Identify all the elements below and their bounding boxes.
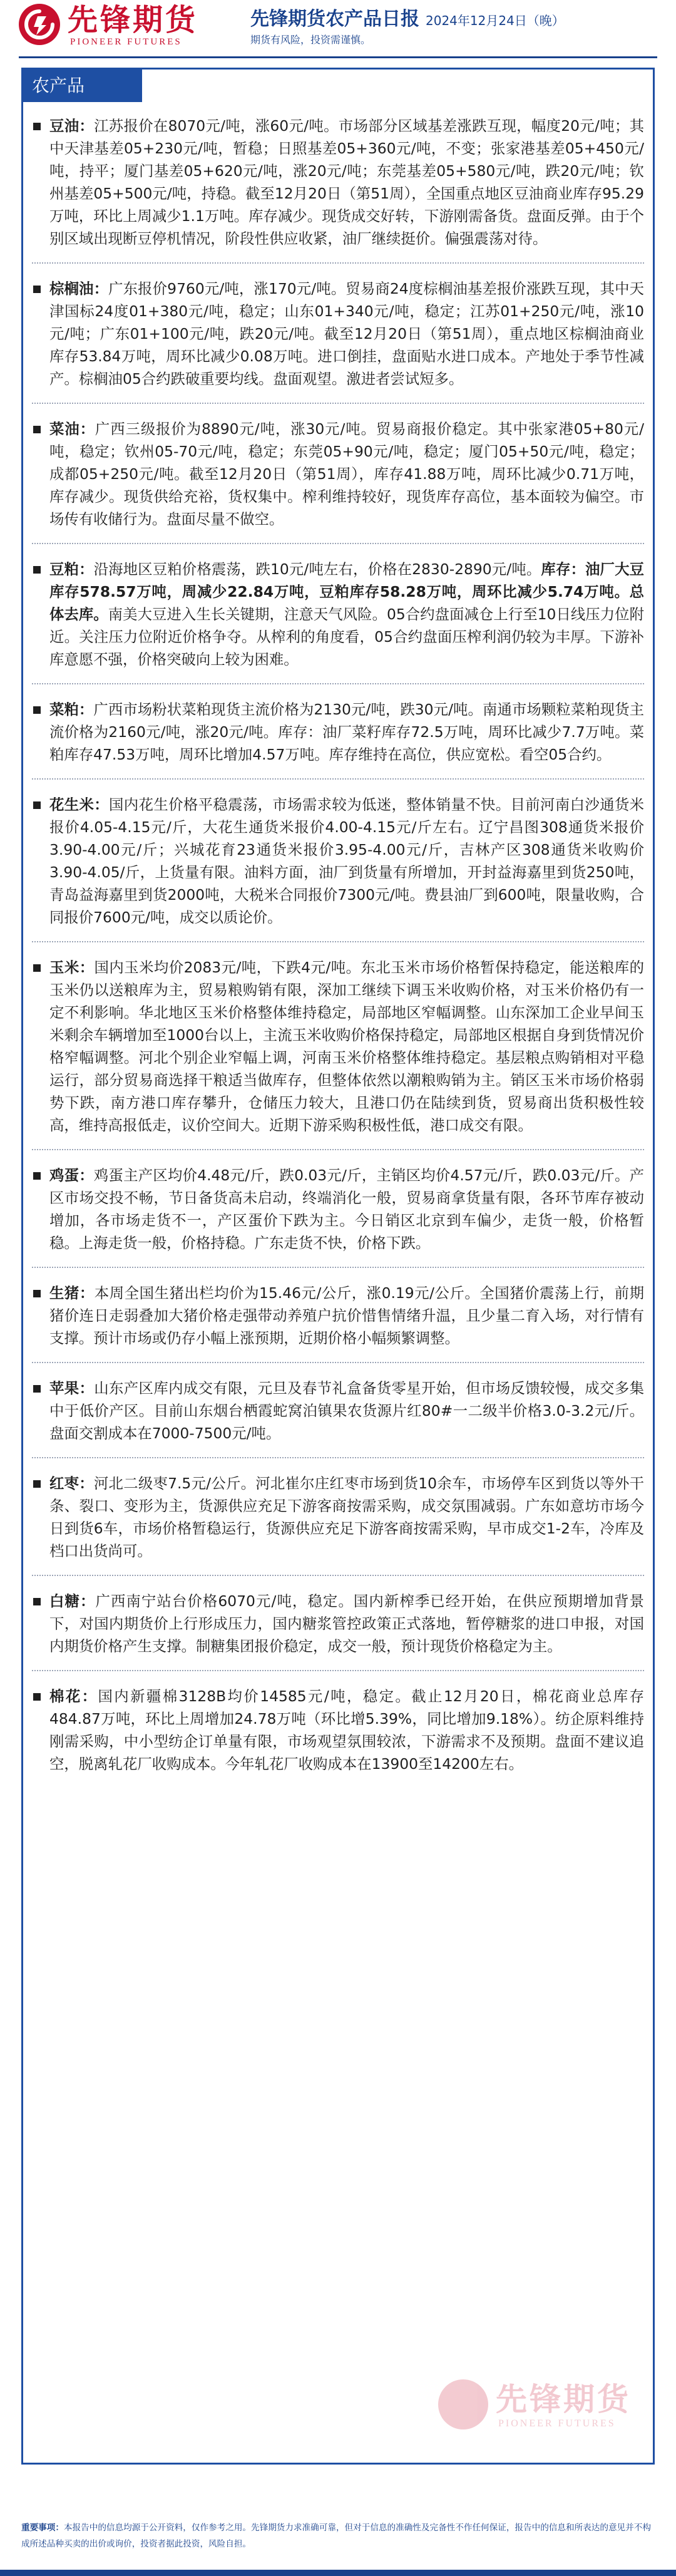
dotted-divider bbox=[32, 778, 644, 780]
commodity-text: 南美大豆进入生长关键期，注意天气风险。05合约盘面减仓上行至10日线压力位附近。关注压力位附近价格争夺。从榨利的角度看，05合约盘面压榨利润仍较为丰厚。下游补库意愿不强，价格突破向上较为困难。 bbox=[49, 605, 644, 668]
bullet-icon bbox=[33, 286, 41, 293]
commodity-name: 生猪： bbox=[49, 1284, 95, 1302]
report-date: 2024年12月24日（晚） bbox=[426, 13, 565, 28]
dotted-divider bbox=[32, 262, 644, 264]
dotted-divider bbox=[32, 941, 644, 942]
commodity-text-highlight: 库存：油厂大豆库存578.57万吨，周减少22.84万吨，豆粕库存58.28万吨，周环比减少5.74万吨。总体去库。 bbox=[49, 560, 645, 623]
commodity-item-cotton bbox=[32, 1685, 644, 1775]
disclaimer bbox=[21, 2520, 655, 2552]
commodity-name: 白糖： bbox=[49, 1592, 96, 1610]
disclaimer-text: 本报告中的信息均源于公开资料，仅作参考之用。先锋期货力求准确可靠，但对于信息的准确性及完备性不作任何保证，报告中的信息和所表达的意见并不构成所述品种买卖的出价或询价，投资者据此投资，风险自担。 bbox=[21, 2523, 651, 2549]
brand-name-cn: 先锋期货 bbox=[68, 3, 198, 38]
commodity-item-live-hog bbox=[32, 1282, 644, 1349]
commodity-text: 国内新疆棉3128B均价14585元/吨，稳定。截止12月20日，棉花商业总库存484.87万吨，环比上周增加24.78万吨（环比增5.39%，同比增加9.18%）。纺企原料维持刚需采购，中小型纺企订单量有限，市场观望氛围较浓，下游需求不及预期。盘面不建议追空，脱离轧花厂收购成本。今年轧花厂收购成本在13900至14200左右。 bbox=[49, 1687, 645, 1773]
commodity-item-corn bbox=[32, 956, 644, 1136]
dotted-divider bbox=[32, 1362, 644, 1363]
commodity-item-apple bbox=[32, 1377, 644, 1445]
commodity-text: 鸡蛋主产区均价4.48元/斤，跌0.03元/斤，主销区均价4.57元/斤，跌0.03元/斤。产区市场交投不畅，节日备货高未启动，终端消化一般，贸易商拿货量有限，各环节库存被动增加，各市场走货不一，产区蛋价下跌为主。今日销区北京到车偏少，走货一般，价格暂稳。上海走货一般，价格持稳。广东走货不快，价格下跌。 bbox=[49, 1167, 645, 1252]
commodity-name: 棉花： bbox=[49, 1687, 98, 1705]
commodity-text: 山东产区库内成交有限，元旦及春节礼盒备货零星开始，但市场反馈较慢，成交多集中于低价产区。目前山东烟台栖霞蛇窝泊镇果农货源片红80#一二级半价格3.0-3.2元/斤。盘面交割成本在7000-7500元/吨。 bbox=[49, 1379, 645, 1442]
brand-name-en: PIONEER FUTURES bbox=[70, 37, 182, 47]
dotted-divider bbox=[32, 1575, 644, 1576]
bullet-icon bbox=[33, 566, 41, 574]
report-content-frame bbox=[21, 68, 655, 2465]
dotted-divider bbox=[32, 1149, 644, 1150]
report-header bbox=[0, 0, 676, 53]
bullet-icon bbox=[33, 123, 41, 130]
footer-bar bbox=[0, 2570, 676, 2576]
brand-watermark bbox=[438, 2379, 663, 2442]
dotted-divider bbox=[32, 403, 644, 404]
dotted-divider bbox=[32, 543, 644, 544]
commodity-name: 花生米： bbox=[49, 796, 110, 813]
bullet-icon bbox=[33, 426, 41, 433]
commodity-name: 棕榈油： bbox=[49, 280, 109, 297]
commodity-item-rapeseed-meal bbox=[32, 698, 644, 766]
commodity-item-sugar bbox=[32, 1590, 644, 1657]
bullet-icon bbox=[33, 801, 41, 809]
commodity-name: 豆粕： bbox=[49, 560, 94, 578]
bullet-icon bbox=[33, 1598, 41, 1605]
commodity-name: 红枣： bbox=[49, 1475, 94, 1492]
watermark-logo-icon bbox=[438, 2379, 488, 2429]
pioneer-logo-icon bbox=[19, 4, 60, 45]
commodity-name: 菜粕： bbox=[49, 701, 94, 718]
watermark-brand-en: PIONEER FUTURES bbox=[498, 2418, 616, 2429]
bullet-icon bbox=[33, 706, 41, 714]
commodity-name: 苹果： bbox=[49, 1379, 95, 1397]
dotted-divider bbox=[32, 1457, 644, 1458]
bullet-icon bbox=[33, 1693, 41, 1701]
commodity-item-soybean-meal bbox=[32, 558, 644, 671]
commodity-text: 沿海地区豆粕价格震荡，跌10元/吨左右，价格在2830-2890元/吨。 bbox=[93, 560, 541, 578]
commodity-list bbox=[32, 115, 644, 1775]
commodity-text: 河北二级枣7.5元/公斤。河北崔尔庄红枣市场到货10余车，市场停车区到货以等外干条、裂口、变形为主，货源供应充足下游客商按需采购，成交氛围减弱。广东如意坊市场今日到货6车，市场价格暂稳运行，货源供应充足下游客商按需采购，早市成交1-2车，冷库及档口出货尚可。 bbox=[49, 1475, 644, 1560]
bullet-icon bbox=[33, 1385, 41, 1393]
commodity-name: 菜油： bbox=[49, 420, 95, 438]
dotted-divider bbox=[32, 1267, 644, 1268]
report-title: 先锋期货农产品日报 bbox=[250, 8, 419, 30]
commodity-item-egg bbox=[32, 1164, 644, 1254]
commodity-text: 广西市场粉状菜粕现货主流价格为2130元/吨，跌30元/吨。南通市场颗粒菜粕现货主流价格为2160元/吨，涨20元/吨。库存：油厂菜籽库存72.5万吨，周环比减少7.7万吨。菜粕库存47.53万吨，周环比增加4.57万吨。库存维持在高位，供应宽松。看空05合约。 bbox=[49, 701, 644, 763]
bullet-icon bbox=[33, 1480, 41, 1488]
disclaimer-label: 重要事项： bbox=[21, 2523, 64, 2533]
commodity-text: 国内玉米均价2083元/吨，下跌4元/吨。东北玉米市场价格暂保持稳定，能送粮库的玉米仍以送粮库为主，贸易粮购销有限，深加工继续下调玉米收购价格，对玉米价格仍有一定不利影响。华北地区玉米价格整体维持稳定，局部地区窄幅调整。山东深加工企业早间玉米剩余车辆增加至1000台以上，主流玉米收购价格保持稳定，局部地区根据自身到货情况价格窄幅调整。河北个别企业窄幅上调，河南玉米价格整体维持稳定。基层粮点购销相对平稳运行，部分贸易商选择干粮适当做库存，但整体依然以潮粮购销为主。销区玉米市场价格弱势下跌，南方港口库存攀升，仓储压力较大，且港口仍在陆续到货，贸易商出货积极性较高，维持高报低走，议价空间大。近期下游采购积极性低，港口成交有限。 bbox=[49, 959, 645, 1134]
commodity-item-rapeseed-oil bbox=[32, 418, 644, 530]
section-title-tab: 农产品 bbox=[23, 70, 142, 102]
commodity-item-palm-oil bbox=[32, 277, 644, 390]
header-divider bbox=[19, 56, 657, 58]
commodity-text: 广东报价9760元/吨，涨170元/吨。贸易商24度棕榈油基差报价涨跌互现，其中天津国标24度01+380元/吨，稳定；山东01+340元/吨，稳定；江苏01+250元/吨，涨10元/吨；广东01+100元/吨，跌20元/吨。截至12月20日（第51周），重点地区棕榈油商业库存53.84万吨，周环比减少0.08万吨。进口倒挂，盘面贴水进口成本。产地处于季节性减产。棕榈油05合约跌破重要均线。盘面观望。激进者尝试短多。 bbox=[49, 280, 644, 388]
dotted-divider bbox=[32, 683, 644, 684]
report-slogan: 期货有风险，投资需谨慎。 bbox=[250, 34, 371, 46]
commodity-text: 江苏报价在8070元/吨，涨60元/吨。市场部分区域基差涨跌互现，幅度20元/吨；其中天津基差05+230元/吨，暂稳；日照基差05+360元/吨，不变；张家港基差05+450元/吨，持平；厦门基差05+620元/吨，涨20元/吨；东莞基差05+580元/吨，跌20元/吨；钦州基差05+500元/吨，持稳。截至12月20日（第51周），全国重点地区豆油商业库存95.29万吨，环比上周减少1.1万吨。库存减少。现货成交好转，下游刚需备货。盘面反弹。由于个别区域出现断豆停机情况，阶段性供应收紧，油厂继续挺价。偏强震荡对待。 bbox=[49, 117, 645, 247]
bullet-icon bbox=[33, 1290, 41, 1297]
commodity-text: 国内花生价格平稳震荡，市场需求较为低迷，整体销量不快。目前河南白沙通货米报价4.05-4.15元/斤，大花生通货米报价4.00-4.15元/斤左右。辽宁昌图308通货米报价3.90-4.00元/斤；兴城花育23通货米报价3.95-4.00元/斤，吉林产区308通货米收购价3.90-4.05/斤，上货量有限。油料方面，油厂到货量有所增加，开封益海嘉里到货250吨，青岛益海嘉里到货2000吨，大税米合同报价7300元/吨。费县油厂到600吨，限量收购，合同报价7600元/吨，成交以质论价。 bbox=[49, 796, 645, 926]
dotted-divider bbox=[32, 1670, 644, 1671]
commodity-text: 广西南宁站台价格6070元/吨，稳定。国内新榨季已经开始，在供应预期增加背景下，对国内期货价上行形成压力，国内糖浆管控政策正式落地，暂停糖浆的进口申报，对国内期货价格产生支撑。制糖集团报价稳定，成交一般，预计现货价格稳定为主。 bbox=[49, 1592, 645, 1655]
commodity-name: 鸡蛋： bbox=[49, 1167, 94, 1184]
bullet-icon bbox=[33, 964, 41, 972]
commodity-name: 豆油： bbox=[49, 117, 95, 135]
bullet-icon bbox=[33, 1172, 41, 1180]
commodity-text: 广西三级报价为8890元/吨，涨30元/吨。贸易商报价稳定。其中张家港05+80元/吨，稳定；钦州05-70元/吨，稳定；东莞05+90元/吨，稳定；厦门05+50元/吨，稳定；成都05+250元/吨。截至12月20日（第51周），库存41.88万吨，周环比减少0.71万吨，库存减少。现货供给充裕，货权集中。榨利维持较好，现货库存高位，基本面较为偏空。市场传有收储行为。盘面尽量不做空。 bbox=[49, 420, 645, 528]
commodity-item-red-date bbox=[32, 1472, 644, 1562]
commodity-name: 玉米： bbox=[49, 959, 95, 976]
commodity-text: 本周全国生猪出栏均价为15.46元/公斤，涨0.19元/公斤。全国猪价震荡上行，前期猪价连日走弱叠加大猪价格走强带动养殖户抗价惜售情绪升温，且少量二育入场，对行情有支撑。预计市场或仍存小幅上涨预期，近期价格小幅频繁调整。 bbox=[49, 1284, 645, 1347]
watermark-brand-cn: 先锋期货 bbox=[496, 2381, 631, 2418]
commodity-item-soybean-oil bbox=[32, 115, 644, 250]
commodity-item-peanut bbox=[32, 793, 644, 929]
